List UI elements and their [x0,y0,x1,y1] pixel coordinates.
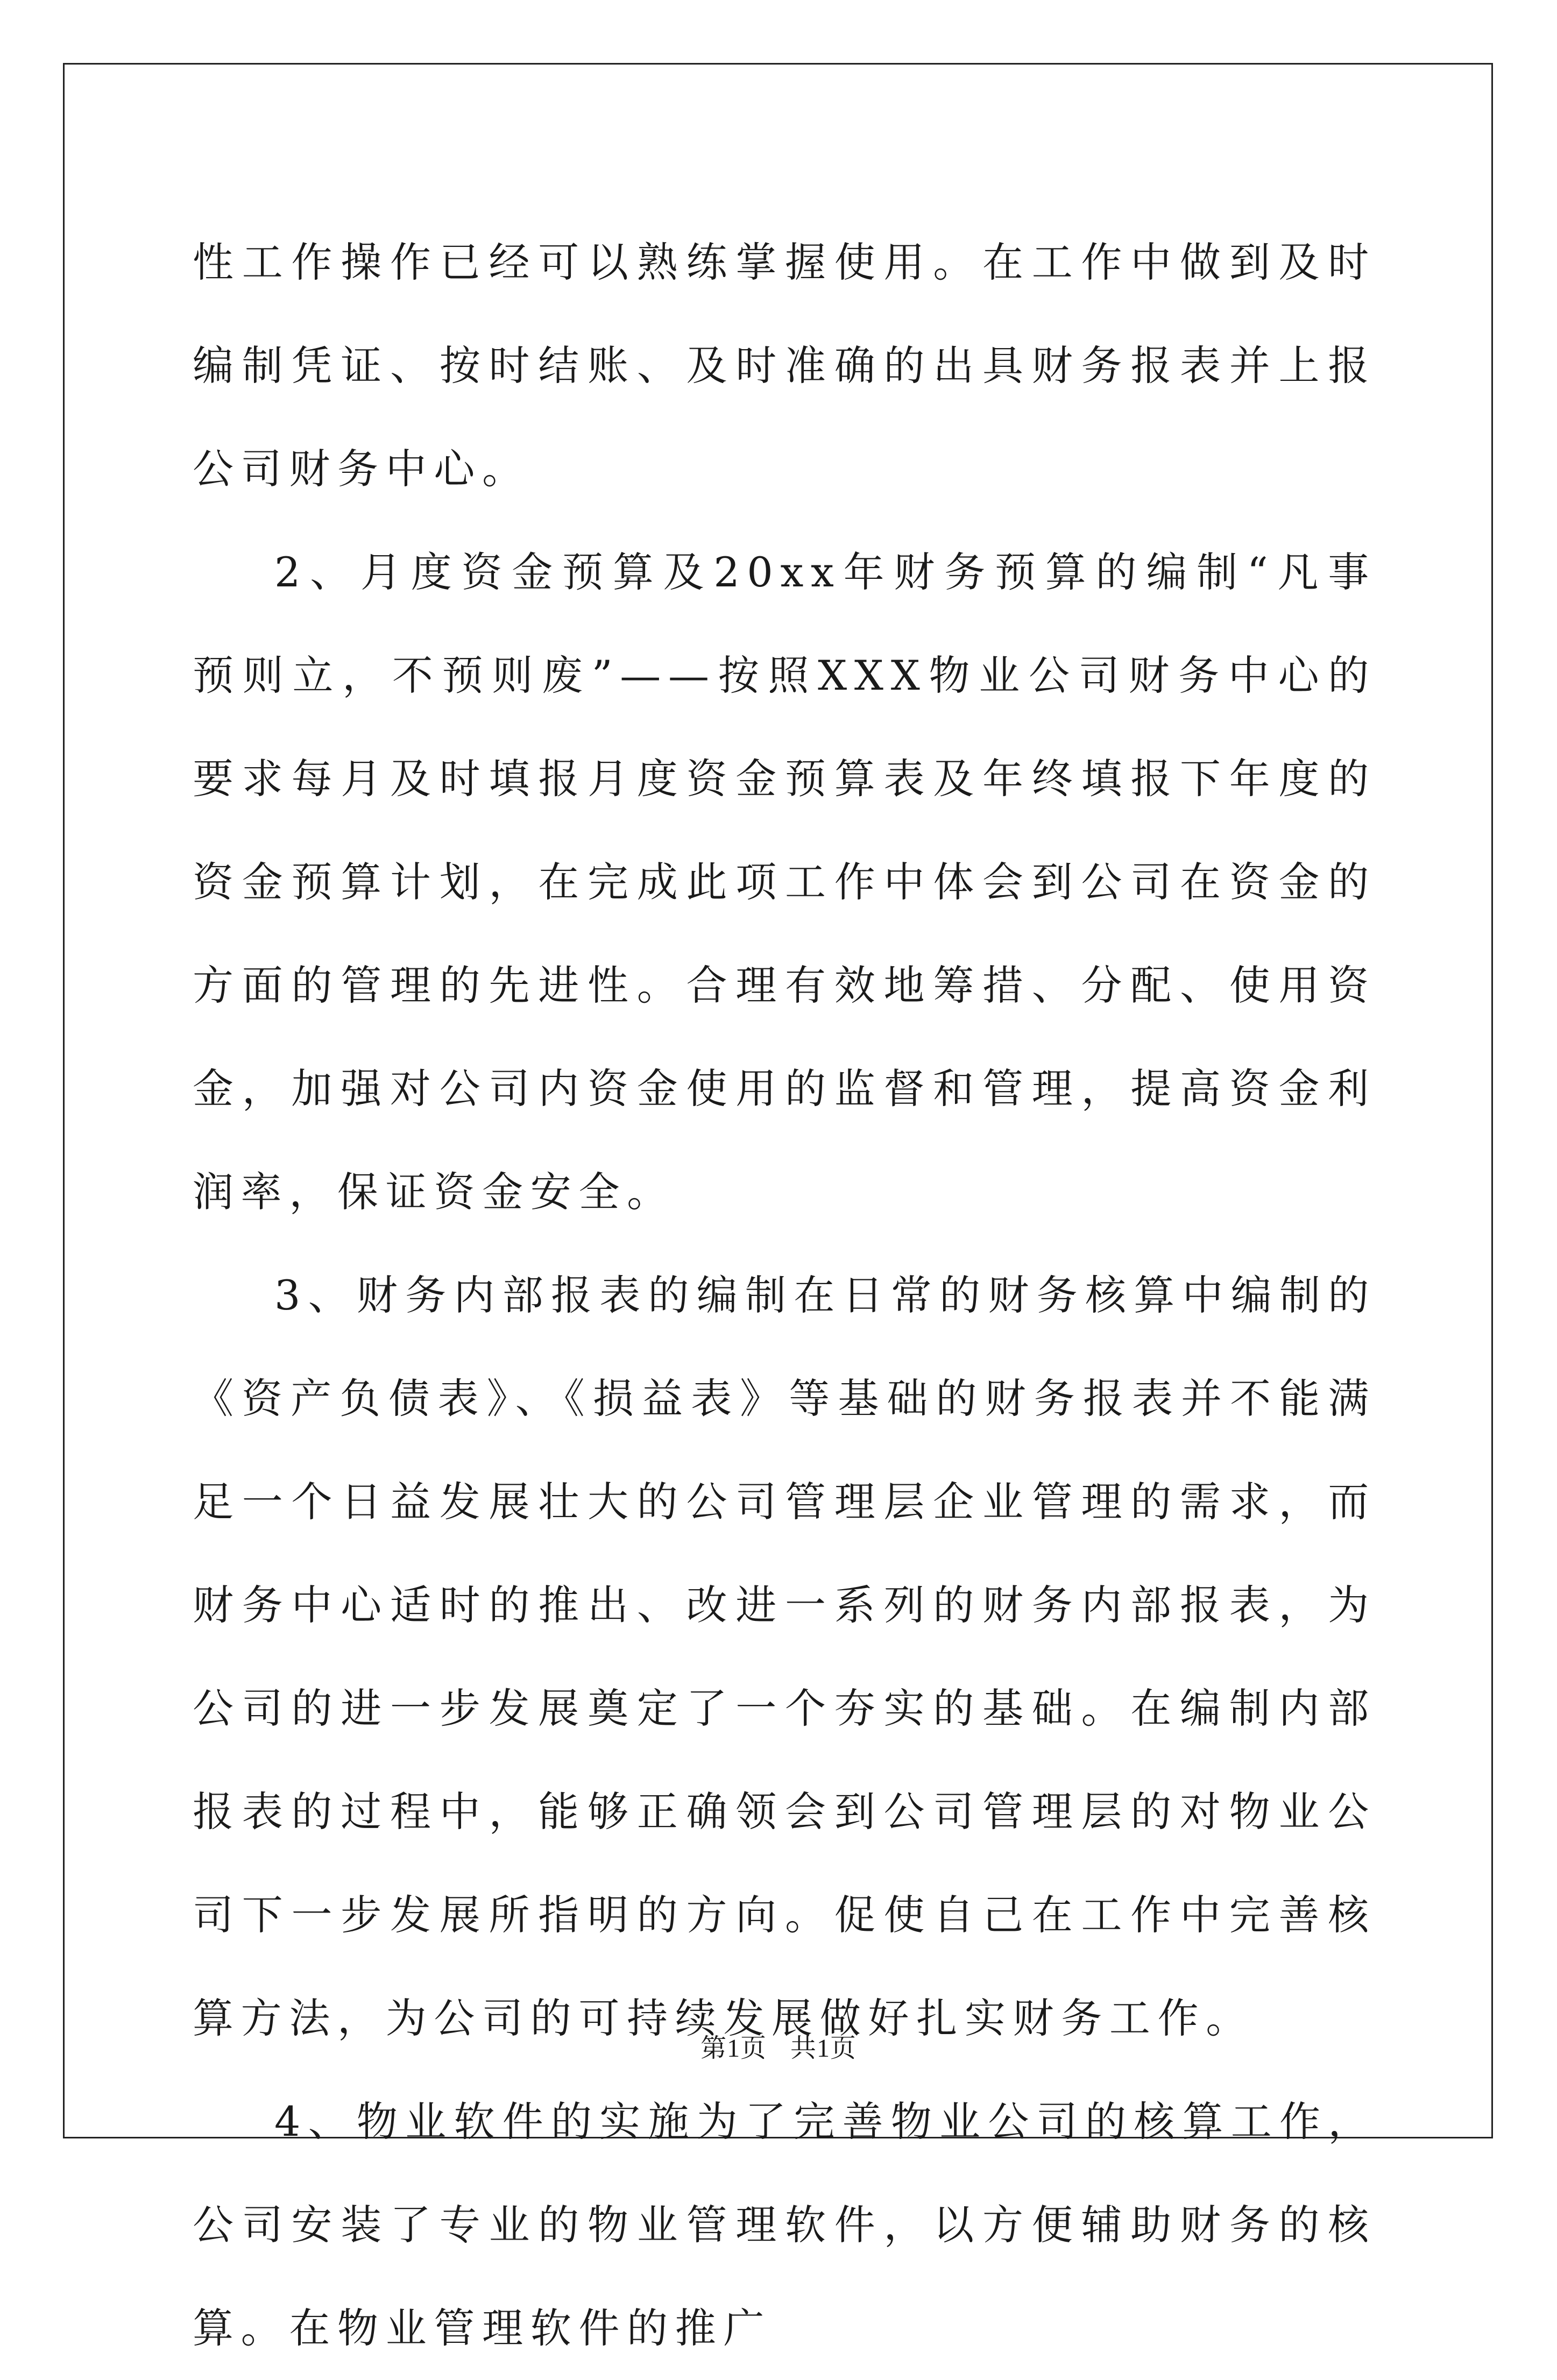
page-footer [0,2032,1557,2065]
page-number: 第1页 [700,2034,767,2063]
page-total: 共1页 [790,2034,857,2063]
paragraph-2: 2、月度资金预算及20xx年财务预算的编制“凡事预则立，不预则废”——按照XXX物业公司财务中心的要求每月及时填报月度资金预算表及年终填报下年度的资金预算计划，在完成此项工作中体会到公司在资金的方面的管理的先进性。合理有效地筹措、分配、使用资金，加强对公司内资金使用的监督和管理，提高资金利润率，保证资金安全。 [193,548,1376,1216]
paragraph-4: 4、物业软件的实施为了完善物业公司的核算工作，公司安装了专业的物业管理软件，以方便辅助财务的核算。在物业管理软件的推广 [193,2098,1376,2352]
paragraph-3: 3、财务内部报表的编制在日常的财务核算中编制的《资产负债表》、《损益表》等基础的财务报表并不能满足一个日益发展壮大的公司管理层企业管理的需求，而财务中心适时的推出、改进一系列的财务内部报表，为公司的进一步发展奠定了一个夯实的基础。在编制内部报表的过程中，能够正确领会到公司管理层的对物业公司下一步发展所指明的方向。促使自己在工作中完善核算方法，为公司的可持续发展做好扎实财务工作。 [193,1271,1376,2042]
paragraph-1: 性工作操作已经可以熟练掌握使用。在工作中做到及时编制凭证、按时结账、及时准确的出具财务报表并上报公司财务中心。 [193,238,1376,493]
